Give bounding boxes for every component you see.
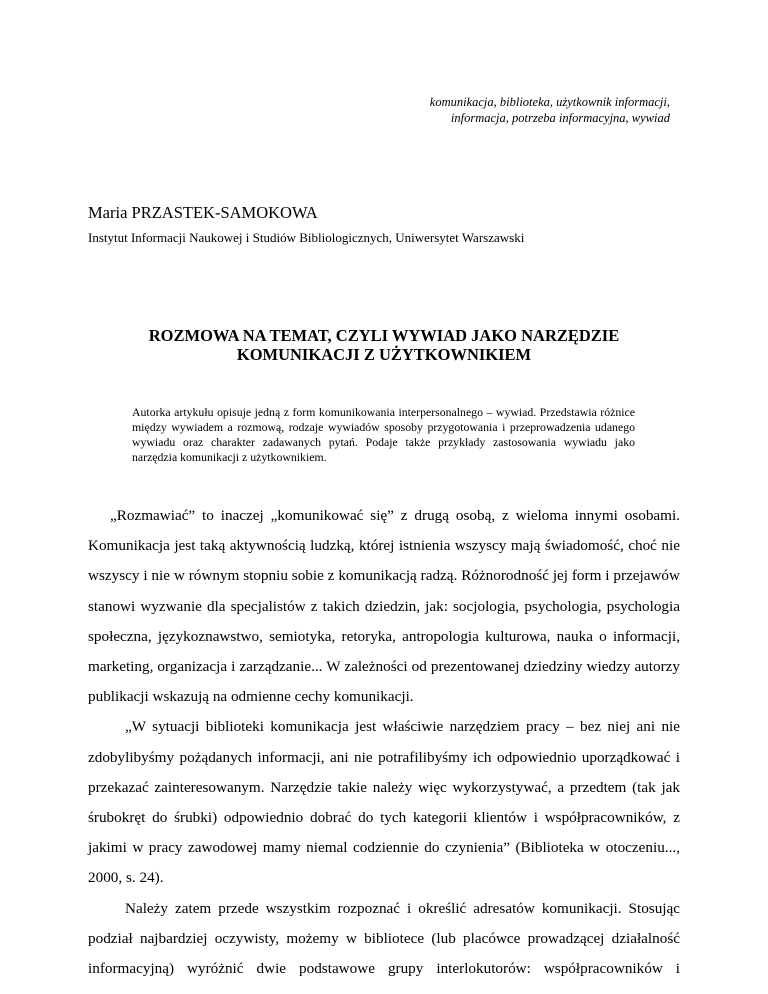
author-affiliation: Instytut Informacji Naukowej i Studiów Bibliologicznych, Uniwersytet Warszawski — [88, 230, 525, 245]
paper-title-line-2: KOMUNIKACJI Z UŻYTKOWNIKIEM — [236, 345, 532, 364]
abstract: Autorka artykułu opisuje jedną z form komunikowania interpersonalnego – wywiad. Przedstawia różnice między wywiadem a rozmową, rodzaje wywiadów sposoby przygotowania i przeprowadzenia udanego wywiadu oraz charakter zadawanych pytań. Podaje także przykłady zastosowania wywiadu jako narzędzia komunikacji z użytkownikiem. — [132, 405, 635, 464]
paper-title — [88, 326, 680, 364]
paper-title-line-1: ROZMOWA NA TEMAT, CZYLI WYWIAD JAKO NARZĘDZIE — [148, 326, 620, 345]
body-paragraph-3: Należy zatem przede wszystkim rozpoznać i określić adresatów komunikacji. Stosując podział najbardziej oczywisty, możemy w bibliotece (lub placówce prowadzącej działalność informacyjną) wyróżnić dwie podstawowe grupy interlokutorów: współpracowników i — [88, 899, 680, 978]
keywords-line-1: komunikacja, biblioteka, użytkownik informacji, — [429, 95, 670, 109]
body-paragraph-1: „Rozmawiać” to inaczej „komunikować się” z drugą osobą, z wieloma innymi osobami. Komunikacja jest taką aktywnością ludzką, której istnienia wszyscy mają świadomość, choć nie wszyscy i nie w równym stopniu sobie z komunikacją radzą. Różnorodność jej form i przejawów stanowi wyzwanie dla specjalistów z takich dziedzin, jak: socjologia, psychologia, psychologia społeczna, językoznawstwo, semiotyka, retoryka, antropologia kulturowa, nauka o informacji, marketing, organizacja i zarządzanie... W zależności od prezentowanej dziedziny wiedzy autorzy publikacji wskazują na odmienne cechy komunikacji. — [88, 507, 680, 706]
body-paragraph-2: „W sytuacji biblioteki komunikacja jest właściwie narzędziem pracy – bez niej ani nie zdobylibyśmy pożądanych informacji, ani nie potrafilibyśmy ich odpowiednio uporządkować i przekazać zainteresowanym. Narzędzie takie należy więc wykorzystywać, a przedtem (tak jak śrubokręt do śrubki) odpowiednio dobrać do tych kategorii klientów i współpracowników, z jakimi w pracy zawodowej mamy niemal codziennie do czynienia” (Biblioteka w otoczeniu..., 2000, s. 24). — [88, 718, 680, 887]
author-name: Maria PRZASTEK-SAMOKOWA — [88, 203, 318, 222]
keywords-line-2: informacja, potrzeba informacyjna, wywiad — [450, 111, 670, 125]
keywords — [310, 94, 670, 126]
body-text — [88, 501, 680, 984]
